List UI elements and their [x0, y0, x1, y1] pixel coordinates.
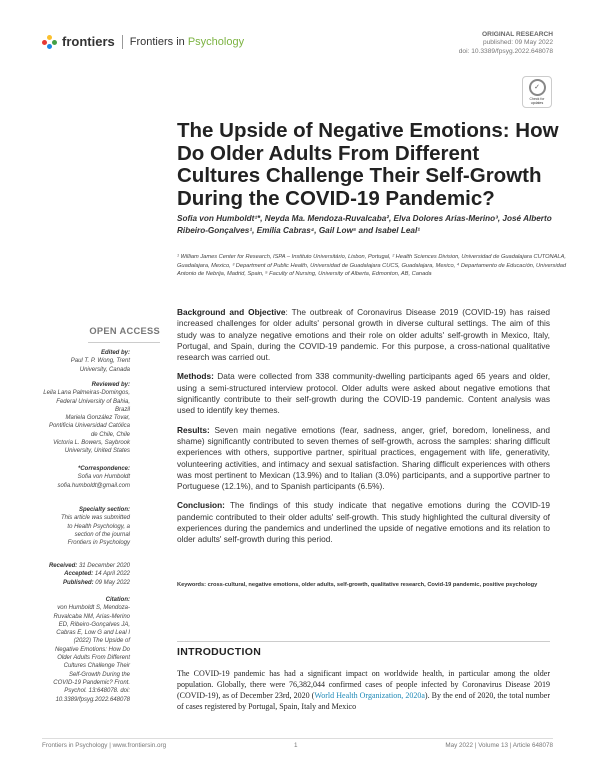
introduction-divider [177, 641, 550, 642]
reviewed-by-block [42, 381, 130, 456]
frontiers-logo-icon [42, 35, 58, 49]
journal-prefix: Frontiers in [129, 35, 188, 48]
intro-text-part1: The COVID-19 pandemic has had a significant impact on worldwide health, in particular among the older population. Globally, there were 76,382,044 confirmed cases of people infected by Coronavirus Disease 2019 (COVID-19), as of December 23rd, 2020 ( [177, 669, 550, 700]
dates-block [40, 562, 130, 587]
methods-text: Data were collected from 338 community-dwelling participants aged 65 years and older, using a semi-structured interview protocol. Older adults were asked about negative emotions that significantly contribute to their self-growth during the COVID-19 pandemic. Content analysis was used to identify key themes. [177, 371, 550, 416]
edited-by-block [45, 349, 130, 374]
accepted-date: Accepted: 14 April 2022 [64, 571, 130, 578]
check-for-updates-icon: ✓ [529, 79, 546, 96]
keywords-text: cross-cultural, negative emotions, older adults, self-growth, qualitative research, Covid-19 pandemic, positive psychology [206, 582, 538, 588]
paper-title: The Upside of Negative Emotions: How Do Older Adults From Different Cultures Challenge Their Self-Growth During the COVID-19 Pandemic? [177, 119, 559, 210]
article-meta [459, 31, 553, 56]
badge-line1: Check for [529, 97, 545, 101]
conclusion-heading: Conclusion: [177, 500, 225, 511]
abstract-conclusion [177, 500, 550, 545]
citation-heading: Citation: [105, 597, 130, 603]
citation-block [50, 596, 130, 704]
logo-text: frontiers [62, 34, 115, 49]
abstract-methods [177, 371, 550, 416]
results-heading: Results: [177, 424, 210, 435]
reviewer-3: Victoria L. Bowers, Saybrook University, United States [53, 440, 130, 455]
article-type: ORIGINAL RESEARCH [482, 31, 553, 38]
citation-link[interactable]: World Health Organization, 2020a [314, 691, 425, 700]
intro-text-part2: ). By the end of 2020, the total number of cases registered by Portugal, Spain, Italy and Mexico [177, 691, 550, 711]
footer-divider [42, 738, 553, 739]
badge-line2: updates [530, 101, 544, 105]
editor-name: Paul T. P. Wong, Trent University, Canada [70, 358, 130, 373]
page-number: 1 [294, 742, 298, 749]
specialty-text: This article was submitted to Health Psychology, a section of the journal Frontiers in Psychology [60, 515, 130, 547]
specialty-heading: Specialty section: [78, 507, 130, 513]
methods-heading: Methods: [177, 371, 214, 382]
footer-volume: May 2022 | Volume 13 | Article 648078 [445, 742, 553, 749]
keywords [177, 581, 550, 589]
correspondence-heading: *Correspondence: [77, 466, 130, 472]
correspondence-email[interactable]: sofia.humboldt@gmail.com [57, 482, 130, 489]
abstract [177, 307, 550, 554]
check-for-updates-button[interactable] [522, 76, 552, 108]
correspondence-block [40, 465, 130, 490]
specialty-section-block [58, 506, 130, 547]
abstract-results [177, 425, 550, 493]
introduction-text [177, 668, 550, 712]
reviewed-by-heading: Reviewed by: [91, 382, 130, 388]
abstract-background [177, 307, 550, 363]
doi-link[interactable]: doi: 10.3389/fpsyg.2022.648078 [458, 47, 553, 55]
citation-text: von Humboldt S, Mendoza-Ruvalcaba NM, Arias-Merino ED, Ribeiro-Gonçalves JA, Cabras E, Low G and Leal I (2022) The Upside of Negative Emotions: How Do Older Adults From Different Cultures Challenge Their Self-Growth During the COVID-19 Pandemic? Front. Psychol. 13:648078. doi: 10.3389/fpsyg.2022.648078 [53, 605, 130, 703]
journal-accent: Psychology [187, 35, 245, 48]
open-access-divider [88, 342, 160, 343]
background-text: : The outbreak of Coronavirus Disease 2019 (COVID-19) has raised increased challenges for older adults' personal growth in diverse cultural settings. The aim of this study was to analyze negative emotions and their role on older adults' self-growth in Mexico, Italy, Portugal, and Spain, during the COVID-19 pandemic. For this purpose, a cross-national qualitative research was carried out. [177, 307, 550, 363]
reviewer-2: Mariela González Tovar, Pontificia Universidad Católica de Chile, Chile [48, 415, 130, 438]
background-heading: Background and Objective [177, 307, 286, 317]
journal-name [130, 36, 244, 48]
received-date: Received: 31 December 2020 [48, 563, 130, 569]
keywords-label: Keywords: [177, 582, 207, 588]
frontiers-logo[interactable] [42, 34, 244, 49]
author-list: Sofia von Humboldt¹*, Neyda Ma. Mendoza-Ruvalcaba², Elva Dolores Arias-Merino³, José Alberto Ribeiro-Gonçalves¹, Emília Cabras⁴, Gail Low⁵ and Isabel Leal¹ [177, 214, 552, 235]
edited-by-heading: Edited by: [100, 350, 130, 356]
introduction-heading: INTRODUCTION [177, 646, 262, 658]
conclusion-text: The findings of this study indicate that negative emotions during the COVID-19 pandemic contributed to their older adults' self-growth. This study highlighted the cultural diversity of experiences during the pandemics and underlined the upside of negative emotions and its relation to older adults' self-growth during this period. [177, 500, 550, 545]
published-date-sidebar: Published: 09 May 2022 [62, 579, 130, 586]
reviewer-1: Leila Lana Palmeiras-Domingos, Federal University of Bahia, Brazil [43, 390, 130, 413]
correspondence-name: Sofia von Humboldt [77, 474, 130, 481]
footer-journal[interactable]: Frontiers in Psychology | www.frontiersin.org [42, 742, 167, 749]
published-date: published: 09 May 2022 [482, 39, 553, 47]
logo-divider [122, 35, 123, 49]
open-access-label: OPEN ACCESS [89, 326, 160, 336]
affiliations: ¹ William James Center for Research, ISPA – Instituto Universitário, Lisbon, Portugal, ² Health Sciences Division, Universidad de Guadalajara CUTONALA, Guadalajara, Mexico, ³ Department of Public Health, Universidad de Guadalajara CUCS, Guadalajara, Mexico, ⁴ Departamento de Educación, Universidad Antonio de Nebrija, Madrid, Spain, ⁵ Faculty of Nursing, University of Alberta, Edmonton, AB, Canada [177, 254, 567, 278]
results-text: Seven main negative emotions (fear, sadness, anger, grief, boredom, loneliness, and shame) significantly contributed to seven themes of self-growth, across the samples: sharing difficult experiences with others, supportive partner, spiritual practices, engagement with life, generativity, volunteering activities, and intimacy and sexual satisfaction. Sharing difficult experiences with others was most pertinent to Mexican (13.9%) and to Italian (3.0%) participants, and a supportive partner to Portuguese (12.1%), and to Spanish participants (6.5%). [177, 424, 550, 492]
